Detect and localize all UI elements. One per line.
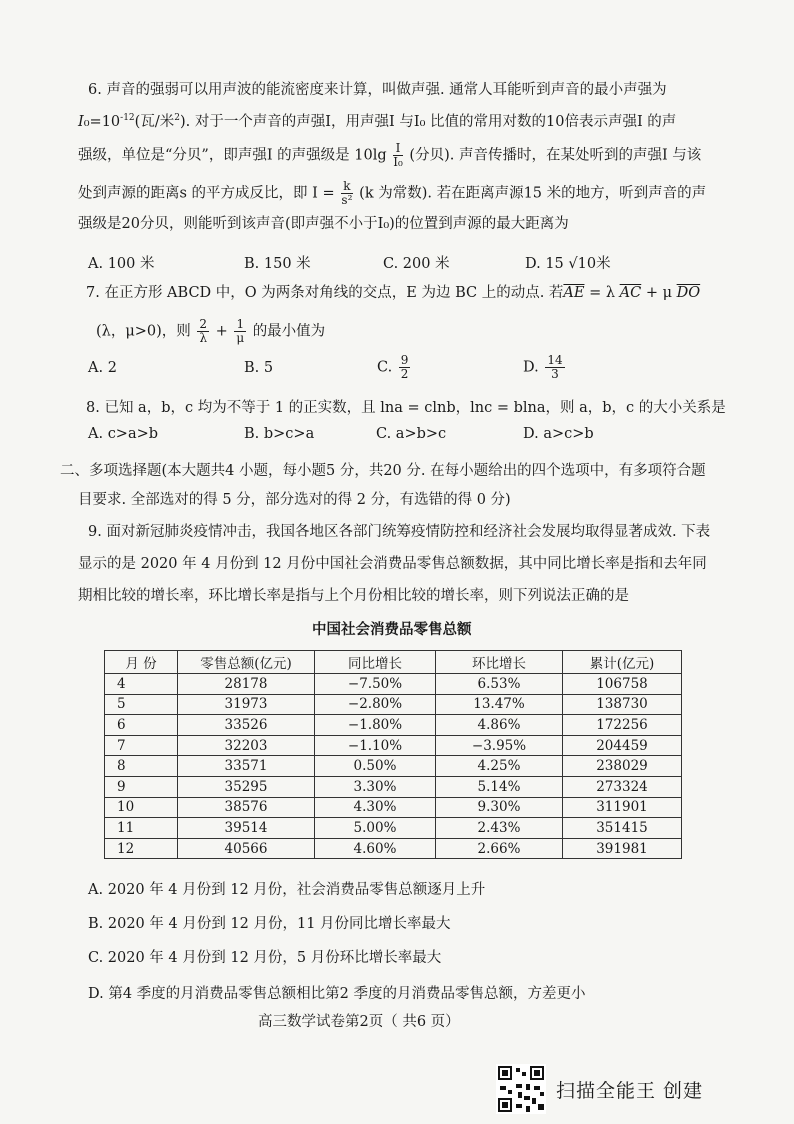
q7-option-b: B. 5 <box>244 360 274 376</box>
cell-mom: 4.25% <box>436 756 563 777</box>
q6-line3 <box>78 142 701 169</box>
q7-option-c-fraction <box>399 354 411 381</box>
cell-yoy: 5.00% <box>315 818 436 839</box>
cell-total: 33526 <box>178 715 315 736</box>
q7-vector-ac: $\overline{AC}$ <box>619 285 642 301</box>
q7-option-c-denominator: 2 <box>400 367 409 381</box>
cell-yoy: −1.80% <box>315 715 436 736</box>
q6-option-d: D. 15 √10米 <box>525 256 611 272</box>
q7-plus-sign: + <box>215 323 228 340</box>
table-row <box>105 838 682 859</box>
q6-i0-value: ₀=10 <box>83 113 121 130</box>
cell-mom: −3.95% <box>436 735 563 756</box>
table-row <box>105 674 682 695</box>
q7-option-c-numerator: 9 <box>400 353 409 367</box>
cell-mom: 2.66% <box>436 838 563 859</box>
cell-mom: 4.86% <box>436 715 563 736</box>
cell-cumulative: 311901 <box>563 797 682 818</box>
cell-yoy: 4.60% <box>315 838 436 859</box>
header-month: 月 份 <box>105 651 178 674</box>
q9-table-title: 中国社会消费品零售总额 <box>312 621 472 638</box>
cell-yoy: 4.30% <box>315 797 436 818</box>
q7-plus: + μ <box>641 285 677 301</box>
cell-cumulative: 138730 <box>563 694 682 715</box>
q7-f1-denominator: λ <box>199 331 208 345</box>
q7-f1-numerator: 2 <box>199 317 208 331</box>
q6-line3-start: 强级，单位是“分贝”，即声强I 的声强级是 10lg <box>78 147 387 164</box>
cell-total: 31973 <box>178 694 315 715</box>
q6-intensity-numerator: k <box>343 179 351 193</box>
q9-option-d: D. 第4 季度的月消费品零售总额相比第2 季度的月消费品零售总额，方差更小 <box>88 986 586 1002</box>
cell-cumulative: 106758 <box>563 674 682 695</box>
q7-option-d-fraction <box>545 354 564 381</box>
q7-line2-end: 的最小值为 <box>252 323 326 340</box>
q8-option-c: C. a>b>c <box>376 426 447 442</box>
q6-option-b: B. 150 米 <box>244 256 311 272</box>
q9-line1: 9. 面对新冠肺炎疫情冲击，我国各地区各部门统筹疫情防控和经济社会发展均取得显著成效. 下表 <box>88 524 711 540</box>
cell-yoy: 3.30% <box>315 776 436 797</box>
cell-cumulative: 273324 <box>563 776 682 797</box>
q7-line1-text: 7. 在正方形 ABCD 中，O 为两条对角线的交点，E 为边 BC 上的动点. 若 <box>86 285 564 301</box>
q6-line2 <box>78 108 676 132</box>
q7-f2-denominator: μ <box>236 331 245 345</box>
header-total: 零售总额(亿元) <box>178 651 315 674</box>
q6-line2-rest: ). 对于一个声音的声强I，用声强I 与I₀ 比值的常用对数的10倍表示声强I 的声 <box>179 113 677 130</box>
table-row <box>105 818 682 839</box>
q7-equals: = λ <box>584 285 620 301</box>
table-row <box>105 715 682 736</box>
q7-condition: (λ，μ>0)，则 <box>96 323 191 340</box>
cell-mom: 2.43% <box>436 818 563 839</box>
section2-line2: 目要求. 全部选对的得 5 分，部分选对的得 2 分，有选错的得 0 分) <box>78 492 511 508</box>
q7-option-d-label: D. <box>523 359 539 376</box>
cell-month: 10 <box>105 797 178 818</box>
cell-yoy: 0.50% <box>315 756 436 777</box>
q7-fraction-2-lambda <box>197 318 209 345</box>
cell-total: 38576 <box>178 797 315 818</box>
cell-cumulative: 172256 <box>563 715 682 736</box>
cell-month: 12 <box>105 838 178 859</box>
cell-yoy: −1.10% <box>315 735 436 756</box>
header-yoy: 同比增长 <box>315 651 436 674</box>
cell-mom: 5.14% <box>436 776 563 797</box>
q6-unit: (瓦/米 <box>134 113 175 130</box>
q7-option-d-denominator: 3 <box>551 367 559 381</box>
cell-month: 6 <box>105 715 178 736</box>
cell-total: 39514 <box>178 818 315 839</box>
q8-option-a: A. c>a>b <box>88 426 159 442</box>
table-row <box>105 756 682 777</box>
q6-option-c: C. 200 米 <box>383 256 450 272</box>
q9-line2: 显示的是 2020 年 4 月份到 12 月份中国社会消费品零售总额数据，其中同比增长率是指和去年同 <box>78 556 707 572</box>
q8-option-d: D. a>c>b <box>523 426 594 442</box>
table-row <box>105 735 682 756</box>
q7-option-c <box>377 354 412 381</box>
table-row <box>105 797 682 818</box>
q6-option-a: A. 100 米 <box>88 256 155 272</box>
q6-intensity-fraction <box>341 180 352 207</box>
cell-total: 28178 <box>178 674 315 695</box>
q7-option-d <box>523 354 567 381</box>
cell-cumulative: 391981 <box>563 838 682 859</box>
cell-mom: 9.30% <box>436 797 563 818</box>
q7-vector-ae: $\overline{AE}$ <box>563 285 585 301</box>
cell-cumulative: 351415 <box>563 818 682 839</box>
cell-month: 4 <box>105 674 178 695</box>
q8-line1: 8. 已知 a，b，c 均为不等于 1 的正实数，且 lna = clnb，lnc = blna，则 a，b，c 的大小关系是 <box>86 400 726 416</box>
cell-mom: 13.47% <box>436 694 563 715</box>
cell-total: 32203 <box>178 735 315 756</box>
table-row <box>105 776 682 797</box>
table-header-row <box>105 651 682 674</box>
q6-unit-exponent: 2 <box>174 113 180 123</box>
q9-option-a: A. 2020 年 4 月份到 12 月份，社会消费品零售总额逐月上升 <box>88 882 486 898</box>
q6-line1: 6. 声音的强弱可以用声波的能流密度来计算，叫做声强. 通常人耳能听到声音的最小声强为 <box>88 82 667 98</box>
q6-ratio-numerator: I <box>393 142 403 156</box>
q7-f2-numerator: 1 <box>236 317 245 331</box>
cell-month: 7 <box>105 735 178 756</box>
q7-option-d-numerator: 14 <box>547 353 563 367</box>
header-cumulative: 累计(亿元) <box>563 651 682 674</box>
cell-yoy: −2.80% <box>315 694 436 715</box>
section2-line1: 二、多项选择题(本大题共4 小题，每小题5 分，共20 分. 在每小题给出的四个选项中，有多项符合题 <box>60 463 706 479</box>
cell-month: 8 <box>105 756 178 777</box>
q6-exponent: -12 <box>120 113 135 123</box>
q7-option-c-label: C. <box>377 359 393 376</box>
table-row <box>105 694 682 715</box>
qr-code-icon <box>496 1064 546 1114</box>
scanner-watermark: 扫描全能王 创建 <box>556 1080 704 1102</box>
q9-line3: 期相比较的增长率，环比增长率是指与上个月份相比较的增长率，则下列说法正确的是 <box>78 588 629 604</box>
q6-ratio-denominator: I₀ <box>393 155 403 169</box>
q6-line4-end: (k 为常数). 若在距离声源15 米的地方，听到声音的声 <box>359 185 707 202</box>
q6-line3-end: (分贝). 声音传播时，在某处听到的声强I 与该 <box>409 147 702 164</box>
cell-month: 11 <box>105 818 178 839</box>
cell-month: 9 <box>105 776 178 797</box>
header-mom: 环比增长 <box>436 651 563 674</box>
q9-option-c: C. 2020 年 4 月份到 12 月份，5 月份环比增长率最大 <box>88 950 442 966</box>
q8-option-b: B. b>c>a <box>244 426 315 442</box>
cell-cumulative: 204459 <box>563 735 682 756</box>
q7-fraction-1-mu <box>234 318 246 345</box>
cell-total: 40566 <box>178 838 315 859</box>
q6-ratio-fraction <box>393 142 403 169</box>
q6-line4 <box>78 180 706 207</box>
cell-mom: 6.53% <box>436 674 563 695</box>
q7-vector-do: $\overline{DO}$ <box>676 285 701 301</box>
q6-line5: 强级是20分贝，则能听到该声音(即声强不小于I₀)的位置到声源的最大距离为 <box>78 216 569 232</box>
cell-total: 35295 <box>178 776 315 797</box>
cell-yoy: −7.50% <box>315 674 436 695</box>
q6-line4-start: 处到声源的距离s 的平方成反比，即 I = <box>78 185 335 202</box>
q9-option-b: B. 2020 年 4 月份到 12 月份，11 月份同比增长率最大 <box>88 916 451 932</box>
q6-intensity-denominator: s² <box>341 193 353 207</box>
q7-line2 <box>96 318 325 345</box>
cell-cumulative: 238029 <box>563 756 682 777</box>
page-footer: 高三数学试卷第2页（ 共6 页） <box>258 1014 460 1030</box>
q7-line1 <box>86 283 700 303</box>
cell-month: 5 <box>105 694 178 715</box>
cell-total: 33571 <box>178 756 315 777</box>
sales-table <box>104 650 682 859</box>
q7-option-a: A. 2 <box>88 360 117 376</box>
q6-symbol-i: I <box>78 113 84 130</box>
